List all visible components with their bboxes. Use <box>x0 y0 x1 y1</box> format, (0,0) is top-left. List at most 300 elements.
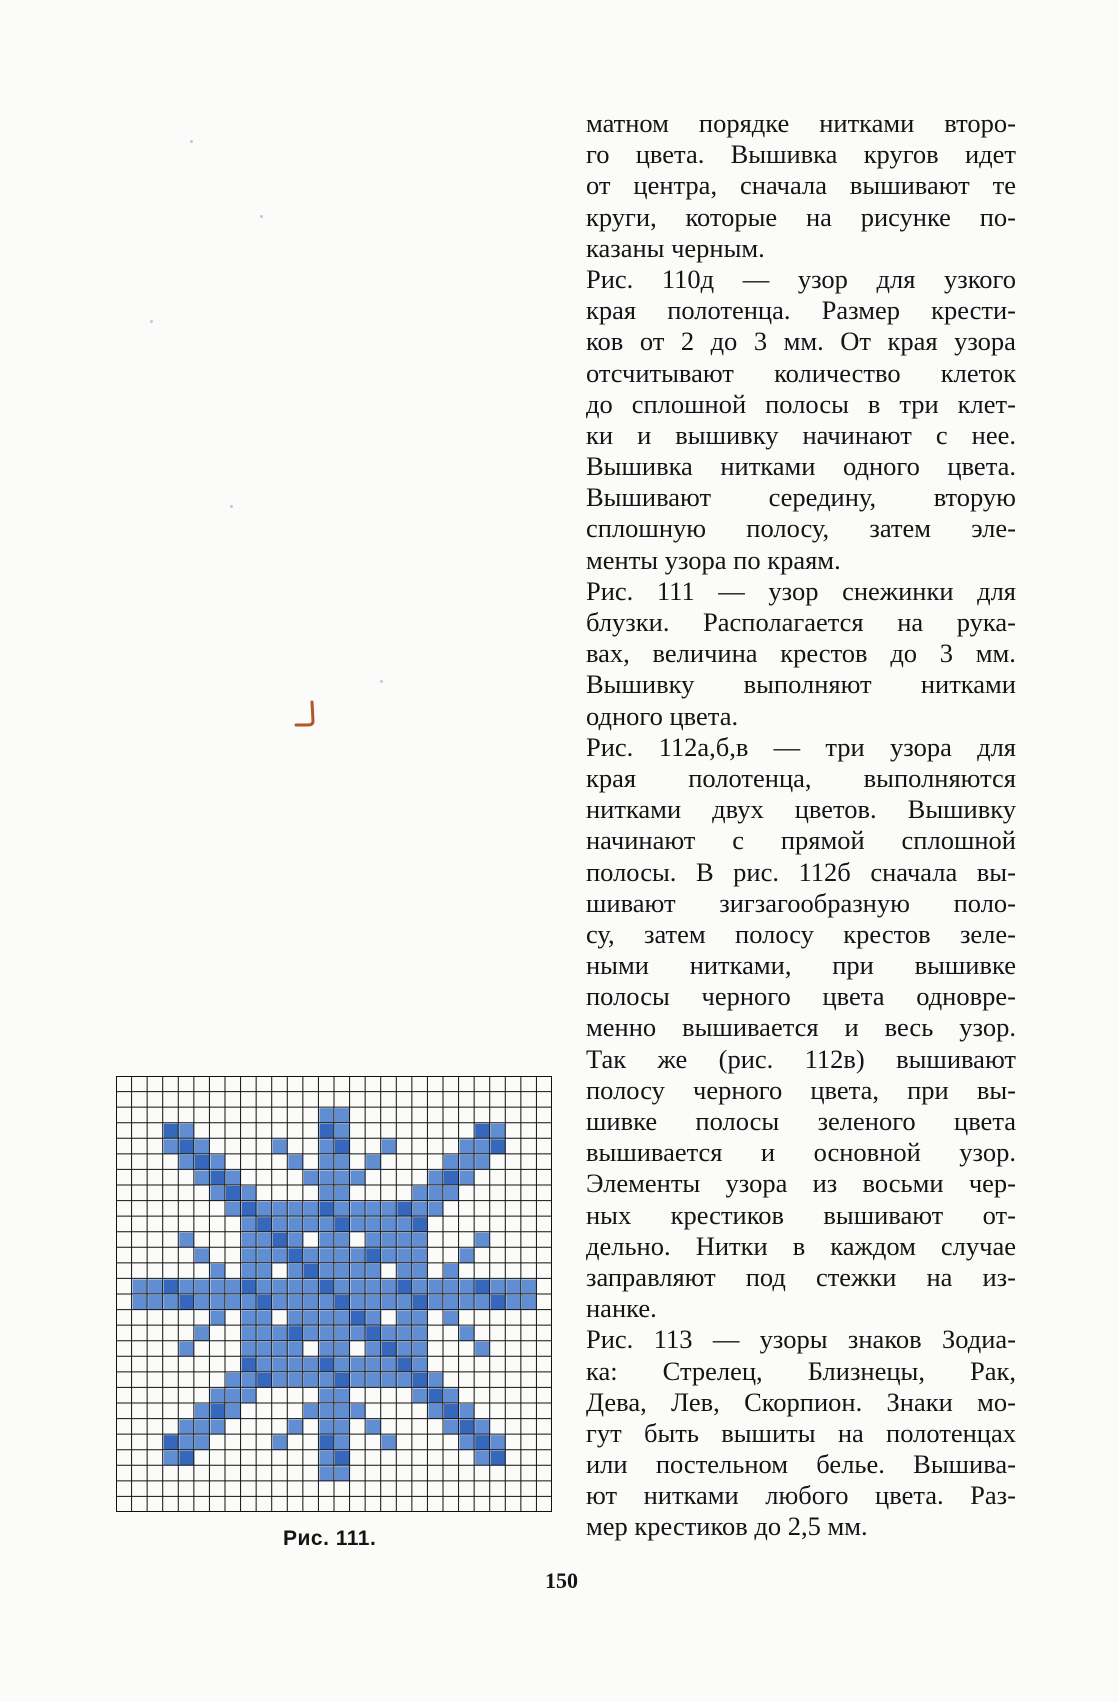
stitch-cell <box>413 1357 428 1372</box>
stitch-cell <box>288 1217 303 1232</box>
stitch-cell <box>382 1326 397 1341</box>
stitch-cell <box>413 1264 428 1279</box>
stitch-cell <box>242 1233 257 1248</box>
stitch-cell <box>335 1451 350 1466</box>
stitch-cell <box>335 1139 350 1154</box>
stitch-cell <box>382 1279 397 1294</box>
stitch-cell <box>319 1108 334 1123</box>
stitch-cell <box>210 1155 225 1170</box>
stitch-cell <box>273 1357 288 1372</box>
text-line: менты узора по краям. <box>586 544 841 575</box>
stitch-cell <box>335 1466 350 1481</box>
stitch-cell <box>397 1264 412 1279</box>
stitch-cell <box>195 1404 210 1419</box>
stitch-cell <box>460 1139 475 1154</box>
stitch-cell <box>444 1155 459 1170</box>
stitch-cell <box>319 1388 334 1403</box>
stitch-cell <box>428 1186 443 1201</box>
stitch-cell <box>273 1139 288 1154</box>
stitch-cell <box>210 1311 225 1326</box>
stitch-cell <box>226 1202 241 1217</box>
text-line: полосы. В рис. 112б сначала вы- <box>586 856 1016 887</box>
stitch-cell <box>397 1295 412 1310</box>
text-line: Рис. 112а,б,в — три узора для <box>586 731 1016 762</box>
stitch-cell <box>428 1202 443 1217</box>
text-line: полосу черного цвета, при вы- <box>586 1074 1016 1105</box>
figure-caption: Рис. 111. <box>283 1527 377 1550</box>
stitch-cell <box>460 1295 475 1310</box>
text-line: Рис. 111 — узор снежинки для <box>586 575 1016 606</box>
stitch-cell <box>226 1170 241 1185</box>
stitch-cell <box>288 1264 303 1279</box>
text-line: ки и вышивку начинают с нее. <box>586 419 1016 450</box>
stitch-cell <box>179 1155 194 1170</box>
stitch-cell <box>382 1357 397 1372</box>
stitch-cell <box>382 1202 397 1217</box>
stitch-cell <box>428 1170 443 1185</box>
stitch-cell <box>164 1124 179 1139</box>
stitch-cell <box>335 1248 350 1263</box>
stitch-cell <box>335 1357 350 1372</box>
stitch-cell <box>288 1357 303 1372</box>
stitch-cell <box>366 1248 381 1263</box>
stitch-cell <box>195 1170 210 1185</box>
stitch-cell <box>366 1420 381 1435</box>
stitch-cell <box>210 1404 225 1419</box>
stitch-cell <box>444 1388 459 1403</box>
stitch-cell <box>319 1170 334 1185</box>
stitch-cell <box>335 1326 350 1341</box>
text-line: ными нитками, при вышивке <box>586 950 1016 981</box>
stitch-cell <box>242 1357 257 1372</box>
stitch-cell <box>257 1295 272 1310</box>
stitch-cell <box>319 1139 334 1154</box>
stitch-cell <box>273 1373 288 1388</box>
stitch-cell <box>351 1326 366 1341</box>
text-line: менно вышивается и весь узор. <box>586 1012 1016 1043</box>
stitch-cell <box>288 1279 303 1294</box>
stitch-cell <box>226 1373 241 1388</box>
stitch-cell <box>366 1279 381 1294</box>
stitch-cell <box>335 1404 350 1419</box>
stitch-cell <box>304 1404 319 1419</box>
stitch-cell <box>319 1155 334 1170</box>
stitch-cell <box>179 1139 194 1154</box>
text-line: начинают с прямой сплошной <box>586 825 1016 856</box>
stitch-cell <box>164 1435 179 1450</box>
stitch-cell <box>351 1202 366 1217</box>
stitch-cell <box>351 1373 366 1388</box>
stitch-cell <box>460 1404 475 1419</box>
stitch-cell <box>179 1420 194 1435</box>
stitch-cell <box>242 1186 257 1201</box>
stitch-cell <box>335 1202 350 1217</box>
stitch-cell <box>351 1357 366 1372</box>
stitch-cell <box>366 1373 381 1388</box>
stitch-cell <box>522 1295 537 1310</box>
stitch-cell <box>397 1248 412 1263</box>
stitch-cell <box>475 1451 490 1466</box>
stitch-cell <box>366 1217 381 1232</box>
stitch-cell <box>351 1217 366 1232</box>
stitch-cell <box>319 1295 334 1310</box>
stitch-cell <box>382 1342 397 1357</box>
stitch-cell <box>413 1233 428 1248</box>
stitch-cell <box>413 1279 428 1294</box>
stitch-cell <box>475 1233 490 1248</box>
stitch-cell <box>335 1124 350 1139</box>
stitch-cell <box>210 1186 225 1201</box>
stitch-cell <box>257 1342 272 1357</box>
stitch-cell <box>444 1264 459 1279</box>
stitch-cell <box>366 1357 381 1372</box>
stitch-cell <box>273 1233 288 1248</box>
stitch-cell <box>210 1388 225 1403</box>
stitch-cell <box>257 1357 272 1372</box>
stitch-cell <box>210 1295 225 1310</box>
stitch-cell <box>148 1295 163 1310</box>
stitch-cell <box>319 1326 334 1341</box>
stitch-cell <box>475 1420 490 1435</box>
stitch-cell <box>444 1311 459 1326</box>
stitch-cell <box>226 1388 241 1403</box>
stitch-cell <box>335 1264 350 1279</box>
stitch-cell <box>257 1248 272 1263</box>
text-line: нитками двух цветов. Вышивку <box>586 794 1016 825</box>
page-number: 150 <box>545 1568 578 1593</box>
stitch-cell <box>397 1373 412 1388</box>
stitch-cell <box>210 1170 225 1185</box>
text-line: от центра, сначала вышивают те <box>586 170 1016 201</box>
stitch-cell <box>444 1295 459 1310</box>
stitch-cell <box>257 1311 272 1326</box>
text-line: вышивается и основной узор. <box>586 1137 1016 1168</box>
text-line: края полотенца, выполняются <box>586 762 1016 793</box>
text-line: сплошную полосу, затем эле- <box>586 513 1016 544</box>
stitch-cell <box>397 1326 412 1341</box>
stitch-cell <box>335 1233 350 1248</box>
stitch-cell <box>179 1233 194 1248</box>
stitch-cell <box>210 1264 225 1279</box>
stitch-cell <box>366 1202 381 1217</box>
stitch-cell <box>319 1217 334 1232</box>
stitch-cell <box>413 1202 428 1217</box>
stitch-cell <box>351 1279 366 1294</box>
cross-stitch-grid <box>116 1076 552 1512</box>
stitch-cell <box>273 1326 288 1341</box>
stitch-cell <box>351 1170 366 1185</box>
stitch-cell <box>413 1388 428 1403</box>
stitch-cell <box>304 1202 319 1217</box>
stitch-cell <box>413 1248 428 1263</box>
stitch-cell <box>257 1202 272 1217</box>
stitch-cell <box>273 1279 288 1294</box>
stitch-cell <box>335 1186 350 1201</box>
stitch-cell <box>444 1420 459 1435</box>
stitch-cell <box>397 1357 412 1372</box>
text-line: ков от 2 до 3 мм. От края узора <box>586 326 1016 357</box>
stitch-cell <box>273 1342 288 1357</box>
stitch-cell <box>366 1311 381 1326</box>
stitch-cell <box>335 1420 350 1435</box>
stitch-cell <box>475 1279 490 1294</box>
stitch-cell <box>164 1279 179 1294</box>
stitch-cell <box>273 1248 288 1263</box>
stitch-cell <box>195 1279 210 1294</box>
stitch-cell <box>382 1217 397 1232</box>
stitch-cell <box>335 1155 350 1170</box>
stitch-cell <box>319 1248 334 1263</box>
stitch-cell <box>273 1217 288 1232</box>
stitch-cell <box>397 1217 412 1232</box>
stitch-cell <box>428 1279 443 1294</box>
stitch-cell <box>460 1420 475 1435</box>
stitch-cell <box>273 1435 288 1450</box>
stitch-cell <box>257 1264 272 1279</box>
stitch-cell <box>319 1404 334 1419</box>
stitch-cell <box>304 1217 319 1232</box>
stitch-cell <box>460 1155 475 1170</box>
stitch-cell <box>288 1248 303 1263</box>
text-line: го цвета. Вышивка кругов идет <box>586 139 1016 170</box>
stitch-cell <box>522 1279 537 1294</box>
stitch-cell <box>257 1217 272 1232</box>
stitch-cell <box>319 1124 334 1139</box>
stitch-cell <box>351 1311 366 1326</box>
pen-mark <box>292 700 318 730</box>
text-line: гут быть вышиты на полотенцах <box>586 1417 1016 1448</box>
stitch-cell <box>335 1108 350 1123</box>
stitch-cell <box>428 1388 443 1403</box>
stitch-cell <box>319 1202 334 1217</box>
stitch-cell <box>413 1217 428 1232</box>
text-line: дельно. Нитки в каждом случае <box>586 1230 1016 1261</box>
text-line: ка: Стрелец, Близнецы, Рак, <box>586 1355 1016 1386</box>
stitch-cell <box>335 1170 350 1185</box>
text-line: шивают зигзагообразную поло- <box>586 887 1016 918</box>
stitch-cell <box>428 1404 443 1419</box>
stitch-cell <box>335 1295 350 1310</box>
stitch-cell <box>304 1295 319 1310</box>
stitch-cell <box>304 1326 319 1341</box>
stitch-cell <box>242 1388 257 1403</box>
stitch-cell <box>210 1420 225 1435</box>
stitch-cell <box>506 1295 521 1310</box>
text-line: Дева, Лев, Скорпион. Знаки мо- <box>586 1386 1016 1417</box>
stitch-cell <box>319 1435 334 1450</box>
stitch-cell <box>491 1451 506 1466</box>
stitch-cell <box>288 1373 303 1388</box>
stitch-cell <box>257 1279 272 1294</box>
text-line: мер крестиков до 2,5 мм. <box>586 1511 868 1542</box>
stitch-cell <box>257 1233 272 1248</box>
stitch-cell <box>242 1279 257 1294</box>
stitch-cell <box>319 1466 334 1481</box>
stitch-cell <box>304 1357 319 1372</box>
stitch-cell <box>288 1155 303 1170</box>
text-line: блузки. Располагается на рука- <box>586 607 1016 637</box>
text-line: Рис. 113 — узоры знаков Зодиа- <box>586 1324 1016 1355</box>
text-line: Вышивают середину, вторую <box>586 482 1016 513</box>
stitch-cell <box>319 1357 334 1372</box>
text-line: шивке полосы зеленого цвета <box>586 1106 1016 1136</box>
stitch-cell <box>242 1326 257 1341</box>
text-line: Элементы узора из восьми чер- <box>586 1168 1016 1199</box>
stitch-cell <box>242 1295 257 1310</box>
stitch-cell <box>397 1233 412 1248</box>
stitch-cell <box>288 1342 303 1357</box>
stitch-cell <box>366 1342 381 1357</box>
stitch-cell <box>164 1451 179 1466</box>
stitch-cell <box>288 1326 303 1341</box>
stitch-cell <box>133 1295 148 1310</box>
stitch-cell <box>226 1404 241 1419</box>
stitch-cell <box>288 1311 303 1326</box>
stitch-cell <box>319 1186 334 1201</box>
text-line: Так же (рис. 112в) вышивают <box>586 1043 1016 1074</box>
stitch-cell <box>491 1295 506 1310</box>
stitch-cell <box>413 1311 428 1326</box>
stitch-cell <box>475 1124 490 1139</box>
stitch-cell <box>413 1342 428 1357</box>
stitch-cell <box>397 1311 412 1326</box>
stitch-cell <box>413 1295 428 1310</box>
stitch-cell <box>164 1139 179 1154</box>
stitch-cell <box>242 1342 257 1357</box>
stitch-cell <box>460 1326 475 1341</box>
stitch-cell <box>444 1404 459 1419</box>
stitch-cell <box>179 1295 194 1310</box>
text-line: вах, величина крестов до 3 мм. <box>586 638 1016 669</box>
text-line: казаны черным. <box>586 232 765 263</box>
stitch-cell <box>288 1420 303 1435</box>
stitch-cell <box>319 1233 334 1248</box>
stitch-cell <box>382 1435 397 1450</box>
stitch-cell <box>444 1279 459 1294</box>
stitch-cell <box>148 1279 163 1294</box>
stitch-cell <box>257 1373 272 1388</box>
body-text <box>586 108 1016 1543</box>
stitch-cell <box>319 1264 334 1279</box>
stitch-cell <box>179 1342 194 1357</box>
stitch-cell <box>319 1342 334 1357</box>
stitch-cell <box>491 1124 506 1139</box>
text-line: ют нитками любого цвета. Раз- <box>586 1480 1016 1511</box>
stitch-cell <box>475 1155 490 1170</box>
stitch-cell <box>460 1279 475 1294</box>
stitch-cell <box>195 1326 210 1341</box>
stitch-cell <box>335 1388 350 1403</box>
text-line: Вышивка нитками одного цвета. <box>586 451 1016 482</box>
stitch-cell <box>460 1170 475 1185</box>
stitch-cell <box>304 1311 319 1326</box>
stitch-cell <box>319 1373 334 1388</box>
stitch-cell <box>304 1373 319 1388</box>
stitch-cell <box>397 1279 412 1294</box>
stitch-cell <box>210 1279 225 1294</box>
stitch-cell <box>491 1279 506 1294</box>
stitch-cell <box>195 1295 210 1310</box>
stitch-cell <box>460 1248 475 1263</box>
text-line: нанке. <box>586 1293 657 1324</box>
stitch-cell <box>335 1279 350 1294</box>
stitch-cell <box>335 1435 350 1450</box>
stitch-cell <box>288 1233 303 1248</box>
stitch-cell <box>491 1139 506 1154</box>
stitch-cell <box>335 1342 350 1357</box>
text-line: ных крестиков вышивают от- <box>586 1199 1016 1230</box>
stitch-cell <box>304 1170 319 1185</box>
stitch-cell <box>382 1233 397 1248</box>
stitch-cell <box>179 1124 194 1139</box>
stitch-cell <box>382 1295 397 1310</box>
stitch-cell <box>366 1264 381 1279</box>
stitch-cell <box>226 1279 241 1294</box>
stitch-cell <box>444 1186 459 1201</box>
text-line: отсчитывают количество клеток <box>586 357 1016 388</box>
snowflake-pattern-figure <box>116 1076 552 1512</box>
stitch-cell <box>242 1202 257 1217</box>
stitch-cell <box>133 1279 148 1294</box>
stitch-cell <box>397 1202 412 1217</box>
stitch-cell <box>475 1295 490 1310</box>
text-line: матном порядке нитками второ- <box>586 108 1016 138</box>
stitch-cell <box>413 1186 428 1201</box>
text-line: заправляют под стежки на из- <box>586 1261 1016 1292</box>
stitch-cell <box>242 1217 257 1232</box>
stitch-cell <box>460 1435 475 1450</box>
text-line: одного цвета. <box>586 700 739 731</box>
text-line: края полотенца. Размер крести- <box>586 295 1016 326</box>
stitch-cell <box>319 1279 334 1294</box>
stitch-cell <box>273 1202 288 1217</box>
text-line: или постельном белье. Вышива- <box>586 1449 1016 1480</box>
stitch-cell <box>242 1248 257 1263</box>
stitch-cell <box>179 1279 194 1294</box>
stitch-cell <box>335 1311 350 1326</box>
stitch-cell <box>366 1295 381 1310</box>
stitch-cell <box>444 1170 459 1185</box>
stitch-cell <box>195 1435 210 1450</box>
stitch-cell <box>195 1139 210 1154</box>
stitch-cell <box>382 1139 397 1154</box>
text-line: Рис. 110д — узор для узкого <box>586 263 1016 294</box>
stitch-cell <box>304 1279 319 1294</box>
text-line: су, затем полосу крестов зеле- <box>586 918 1016 949</box>
stitch-cell <box>366 1326 381 1341</box>
stitch-cell <box>351 1248 366 1263</box>
stitch-cell <box>428 1373 443 1388</box>
stitch-cell <box>304 1264 319 1279</box>
stitch-cell <box>351 1295 366 1310</box>
stitch-cell <box>351 1404 366 1419</box>
stitch-cell <box>335 1217 350 1232</box>
stitch-cell <box>195 1420 210 1435</box>
stitch-cell <box>366 1233 381 1248</box>
stitch-cell <box>382 1373 397 1388</box>
stitch-cell <box>242 1311 257 1326</box>
stitch-cell <box>382 1248 397 1263</box>
stitch-cell <box>288 1295 303 1310</box>
stitch-cell <box>319 1311 334 1326</box>
stitch-cell <box>242 1373 257 1388</box>
stitch-cell <box>195 1248 210 1263</box>
stitch-cell <box>413 1326 428 1341</box>
text-line: Вышивку выполняют нитками <box>586 669 1016 700</box>
stitch-cell <box>288 1202 303 1217</box>
stitch-cell <box>506 1279 521 1294</box>
stitch-cell <box>397 1342 412 1357</box>
